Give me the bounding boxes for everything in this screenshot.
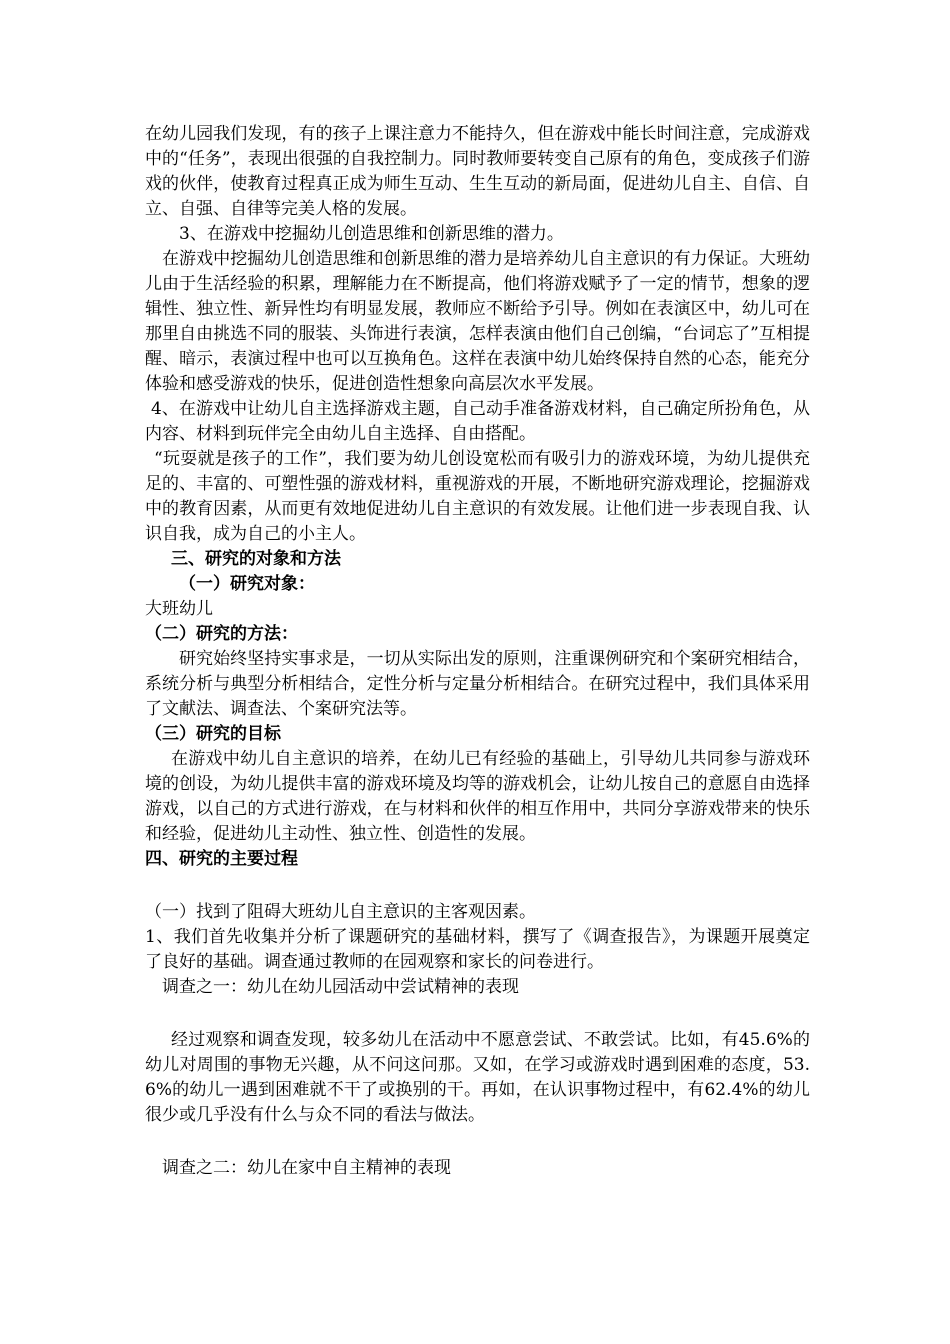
survey-report-item: 1、我们首先收集并分析了课题研究的基础材料，撰写了《调查报告》，为课题开展奠定了良好的基础。调查通过教师的在园观察和家长的问卷进行。 bbox=[145, 927, 810, 972]
section-4-heading: 四、研究的主要过程 bbox=[145, 849, 298, 869]
research-method-heading: （二）研究的方法： bbox=[145, 624, 298, 644]
document-body bbox=[145, 122, 810, 1181]
section-3-heading: 三、研究的对象和方法 bbox=[171, 549, 341, 569]
paragraph-creative-thinking: 在游戏中挖掘幼儿创造思维和创新思维的潜力是培养幼儿自主意识的有力保证。大班幼儿由于生活经验的积累，理解能力在不断提高，他们将游戏赋予了一定的情节，想象的逻辑性、独立性、新异性均有明显发展，教师应不断给予引导。例如在表演区中，幼儿可在那里自由挑选不同的服装、头饰进行表演，怎样表演由他们自己创编，“台词忘了”互相提醒、暗示，表演过程中也可以互换角色。这样在表演中幼儿始终保持自然的心态，能充分体验和感受游戏的快乐，促进创造性想象向高层次水平发展。 bbox=[145, 249, 810, 394]
survey-1-text: 经过观察和调查发现，较多幼儿在活动中不愿意尝试、不敢尝试。比如，有45.6%的幼儿对周围的事物无兴趣，从不问这问那。又如，在学习或游戏时遇到困难的态度，53.6%的幼儿一遇到困难就不干了或换别的干。再如，在认识事物过程中，有62.4%的幼儿很少或几乎没有什么与众不同的看法与做法。 bbox=[145, 1030, 810, 1125]
paragraph-game-attention: 在幼儿园我们发现，有的孩子上课注意力不能持久，但在游戏中能长时间注意，完成游戏中的“任务”，表现出很强的自我控制力。同时教师要转变自己原有的角色，变成孩子们游戏的伙伴，使教育过程真正成为师生互动、生生互动的新局面，促进幼儿自主、自信、自立、自强、自律等完美人格的发展。 bbox=[145, 124, 810, 219]
blank-line bbox=[145, 1128, 810, 1156]
blank-line bbox=[145, 1000, 810, 1028]
paragraph-play-is-work: “玩耍就是孩子的工作”，我们要为幼儿创设宽松而有吸引力的游戏环境，为幼儿提供充足的、丰富的、可塑性强的游戏材料，重视游戏的开展，不断地研究游戏理论，挖掘游戏中的教育因素，从而更有效地促进幼儿自主意识的有效发展。让他们进一步表现自我、认识自我，成为自己的小主人。 bbox=[145, 449, 810, 544]
research-goal-text: 在游戏中幼儿自主意识的培养，在幼儿已有经验的基础上，引导幼儿共同参与游戏环境的创设，为幼儿提供丰富的游戏环境及均等的游戏机会，让幼儿按自己的意愿自由选择游戏，以自己的方式进行游戏，在与材料和伙伴的相互作用中，共同分享游戏带来的快乐和经验，促进幼儿主动性、独立性、创造性的发展。 bbox=[145, 749, 810, 844]
blank-line bbox=[145, 872, 810, 900]
survey-1-heading: 调查之一：幼儿在幼儿园活动中尝试精神的表现 bbox=[162, 977, 519, 997]
research-subject-text: 大班幼儿 bbox=[145, 599, 213, 619]
item-4-text: 4、在游戏中让幼儿自主选择游戏主题，自己动手准备游戏材料，自己确定所扮角色，从内容、材料到玩伴完全由幼儿自主选择、自由搭配。 bbox=[145, 399, 810, 444]
research-subject-heading: （一）研究对象： bbox=[179, 574, 315, 594]
research-goal-heading: （三）研究的目标 bbox=[145, 724, 281, 744]
item-3-heading: 3、在游戏中挖掘幼儿创造思维和创新思维的潜力。 bbox=[179, 224, 564, 244]
survey-2-heading: 调查之二：幼儿在家中自主精神的表现 bbox=[162, 1158, 451, 1178]
research-method-text: 研究始终坚持实事求是，一切从实际出发的原则，注重课例研究和个案研究相结合，系统分析与典型分析相结合，定性分析与定量分析相结合。在研究过程中，我们具体采用了文献法、调查法、个案研究法等。 bbox=[145, 649, 810, 719]
factors-subheading: （一）找到了阻碍大班幼儿自主意识的主客观因素。 bbox=[145, 902, 536, 922]
